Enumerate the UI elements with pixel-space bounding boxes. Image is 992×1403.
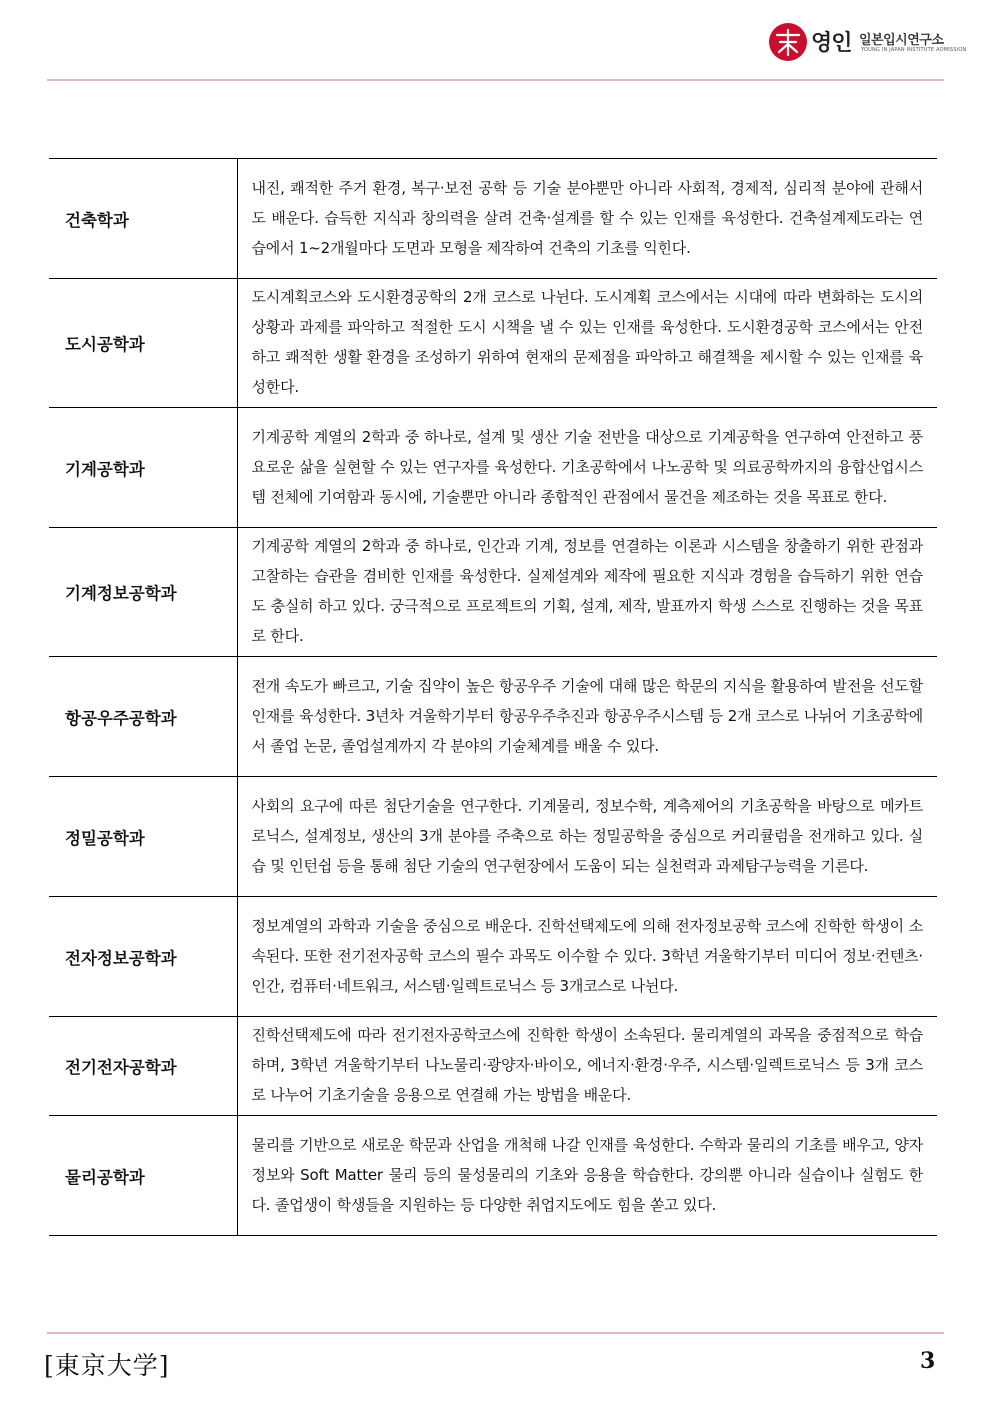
department-description: 사회의 요구에 따른 첨단기술을 연구한다. 기계물리, 정보수학, 계측제어의 기초공학을 바탕으로 메카트로닉스, 설계정보, 생산의 3개 분야를 주축으로 하는 정밀공학을 중심으로 커리큘럼을 전개하고 있다. 실습 및 인턴쉽 등을 통해 첨단 기술의 연구현장에서 도움이 되는 실천력과 과제탐구능력을 기른다. (237, 777, 937, 897)
footer-divider (47, 1332, 944, 1334)
table-row (49, 1116, 937, 1236)
department-description: 전개 속도가 빠르고, 기술 집약이 높은 항공우주 기술에 대해 많은 학문의 지식을 활용하여 발전을 선도할 인재를 육성한다. 3년차 겨울학기부터 항공우주추진과 항공우주시스템 등 2개 코스로 나뉘어 기초공학에서 졸업 논문, 졸업설계까지 각 분야의 기술체계를 배울 수 있다. (237, 657, 937, 777)
department-name: 항공우주공학과 (49, 657, 237, 777)
department-description: 물리를 기반으로 새로운 학문과 산업을 개척해 나갈 인재를 육성한다. 수학과 물리의 기초를 배우고, 양자 정보와 Soft Matter 물리 등의 물성물리의 기초와 응용을 학습한다. 강의뿐 아니라 실습이나 실험도 한다. 졸업생이 학생들을 지원하는 등 다양한 취업지도에도 힘을 쏟고 있다. (237, 1116, 937, 1236)
table-row (49, 528, 937, 657)
logo-tagline: YOUNG IN JAPAN INSTITUTE ADMISSION (861, 47, 967, 53)
logo-name: 영인 (811, 31, 852, 56)
emblem-icon (768, 22, 808, 62)
header-divider (47, 79, 944, 81)
department-name: 기계공학과 (49, 408, 237, 528)
table-row (49, 408, 937, 528)
department-name: 도시공학과 (49, 279, 237, 408)
department-description: 도시계획코스와 도시환경공학의 2개 코스로 나뉜다. 도시계획 코스에서는 시대에 따라 변화하는 도시의 상황과 과제를 파악하고 적절한 도시 시책을 낼 수 있는 인재를 육성한다. 도시환경공학 코스에서는 안전하고 쾌적한 생활 환경을 조성하기 위하여 현재의 문제점을 파악하고 해결책을 제시할 수 있는 인재를 육성한다. (237, 279, 937, 408)
department-name: 전기전자공학과 (49, 1017, 237, 1116)
table-row (49, 897, 937, 1017)
department-description: 내진, 쾌적한 주거 환경, 복구·보전 공학 등 기술 분야뿐만 아니라 사회적, 경제적, 심리적 분야에 관해서도 배운다. 습득한 지식과 창의력을 살려 건축·설계를 할 수 있는 인재를 육성한다. 건축설계제도라는 연습에서 1~2개월마다 도면과 모형을 제작하여 건축의 기초를 익힌다. (237, 159, 937, 279)
header-logo (768, 20, 967, 64)
table-row (49, 279, 937, 408)
department-name: 전자정보공학과 (49, 897, 237, 1017)
department-table (49, 158, 937, 1236)
department-name: 물리공학과 (49, 1116, 237, 1236)
department-description: 진학선택제도에 따라 전기전자공학코스에 진학한 학생이 소속된다. 물리계열의 과목을 중점적으로 학습하며, 3학년 겨울학기부터 나노물리·광양자·바이오, 에너지·환경·우주, 시스템·일렉트로닉스 등 3개 코스로 나누어 기초기술을 응용으로 연결해 가는 방법을 배운다. (237, 1017, 937, 1116)
department-name: 기계정보공학과 (49, 528, 237, 657)
table-row (49, 159, 937, 279)
table-row (49, 1017, 937, 1116)
department-description: 기계공학 계열의 2학과 중 하나로, 인간과 기계, 정보를 연결하는 이론과 시스템을 창출하기 위한 관점과 고찰하는 습관을 겸비한 인재를 육성한다. 실제설계와 제작에 필요한 지식과 경험을 습득하기 위한 연습도 충실히 하고 있다. 궁극적으로 프로젝트의 기획, 설계, 제작, 발표까지 학생 스스로 진행하는 것을 목표로 한다. (237, 528, 937, 657)
department-table-body (49, 159, 937, 1236)
footer-title: [東京大学] (44, 1351, 170, 1380)
logo-subtitle: 일본입시연구소 (859, 33, 944, 48)
department-name: 건축학과 (49, 159, 237, 279)
department-description: 기계공학 계열의 2학과 중 하나로, 설계 및 생산 기술 전반을 대상으로 기계공학을 연구하여 안전하고 풍요로운 삶을 실현할 수 있는 연구자를 육성한다. 기초공학에서 나노공학 및 의료공학까지의 융합산업시스템 전체에 기여함과 동시에, 기술뿐만 아니라 종합적인 관점에서 물건을 제조하는 것을 목표로 한다. (237, 408, 937, 528)
page-number: 3 (920, 1348, 936, 1374)
department-description: 정보계열의 과학과 기술을 중심으로 배운다. 진학선택제도에 의해 전자정보공학 코스에 진학한 학생이 소속된다. 또한 전기전자공학 코스의 필수 과목도 이수할 수 있다. 3학년 겨울학기부터 미디어 정보·컨텐츠·인간, 컴퓨터·네트워크, 서스템·일렉트로닉스 등 3개코스로 나뉜다. (237, 897, 937, 1017)
table-row (49, 657, 937, 777)
table-row (49, 777, 937, 897)
department-name: 정밀공학과 (49, 777, 237, 897)
